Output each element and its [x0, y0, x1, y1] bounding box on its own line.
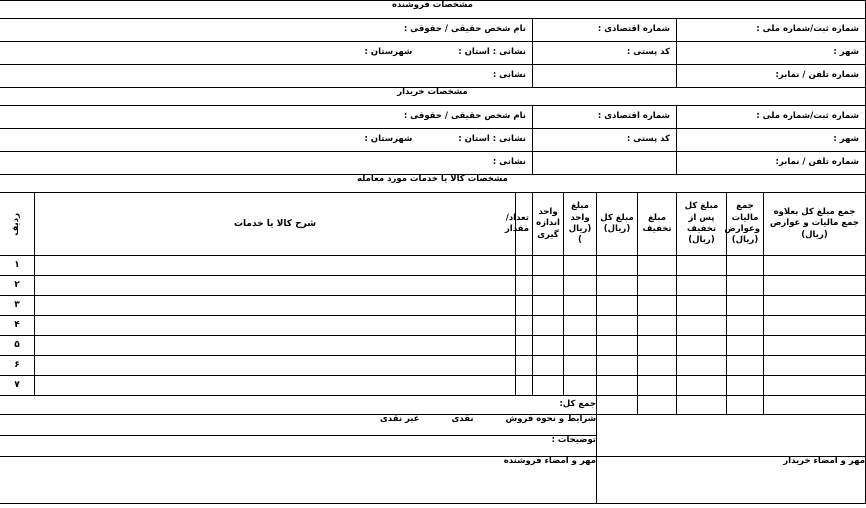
- seller-economic-number-label: شماره اقتصادی :: [597, 24, 670, 35]
- goods-rows-body: [0, 256, 866, 396]
- cell-tax-duty[interactable]: [727, 276, 764, 296]
- seller-row3-blank-cell[interactable]: [533, 65, 677, 88]
- cell-total-price[interactable]: [597, 376, 638, 396]
- table-row: [0, 356, 866, 376]
- seller-name-label: نام شخص حقیقی / حقوقی :: [403, 24, 526, 35]
- cell-tax-duty[interactable]: [727, 376, 764, 396]
- buyer-signature-label: مهر و امضاء خریدار: [783, 456, 865, 466]
- cell-discount[interactable]: [638, 356, 677, 376]
- cell-after-discount[interactable]: [677, 276, 727, 296]
- buyer-phone-fax-cell[interactable]: [677, 152, 866, 175]
- cell-tax-duty[interactable]: [727, 336, 764, 356]
- cell-quantity[interactable]: [516, 356, 533, 376]
- column-header-after-discount: مبلغ کل پس از تخفیف (ریال): [677, 193, 727, 256]
- cell-quantity[interactable]: [516, 336, 533, 356]
- cell-quantity[interactable]: [516, 376, 533, 396]
- cell-tax-duty[interactable]: [727, 256, 764, 276]
- cell-row-no: ۲: [0, 276, 35, 296]
- cell-row-no: ۵: [0, 336, 35, 356]
- column-header-quantity: تعداد/ مقدار: [516, 193, 533, 256]
- cell-description[interactable]: [35, 276, 516, 296]
- cell-quantity[interactable]: [516, 276, 533, 296]
- buyer-city-cell[interactable]: [677, 129, 866, 152]
- cell-grand-total[interactable]: [764, 316, 866, 336]
- goods-table-header-row: [0, 193, 866, 256]
- cell-unit[interactable]: [533, 376, 564, 396]
- cell-discount[interactable]: [638, 336, 677, 356]
- seller-address2-label: نشانی :: [492, 70, 526, 81]
- seller-economic-number-cell[interactable]: [533, 19, 677, 42]
- cell-total-price[interactable]: [597, 256, 638, 276]
- cell-unit[interactable]: [533, 356, 564, 376]
- terms-row: [0, 415, 866, 436]
- seller-registration-number-label: شماره ثبت/شماره ملی :: [756, 24, 859, 35]
- buyer-postal-code-cell[interactable]: [533, 129, 677, 152]
- cell-total-price[interactable]: [597, 356, 638, 376]
- total-grand-total-cell[interactable]: [764, 396, 866, 415]
- cell-after-discount[interactable]: [677, 316, 727, 336]
- buyer-section-title-row: [0, 88, 866, 106]
- cell-total-price[interactable]: [597, 316, 638, 336]
- cell-quantity[interactable]: [516, 256, 533, 276]
- seller-name-cell[interactable]: [0, 19, 533, 42]
- seller-row-1: [0, 19, 866, 42]
- cell-discount[interactable]: [638, 316, 677, 336]
- cell-description[interactable]: [35, 356, 516, 376]
- buyer-name-cell[interactable]: [0, 106, 533, 129]
- seller-postal-code-label: کد پستی :: [626, 47, 670, 58]
- column-header-description: شرح کالا یا خدمات: [35, 193, 516, 256]
- cell-grand-total[interactable]: [764, 276, 866, 296]
- buyer-signature-cell[interactable]: [597, 457, 866, 504]
- cell-grand-total[interactable]: [764, 336, 866, 356]
- seller-row-3: [0, 65, 866, 88]
- cell-after-discount[interactable]: [677, 296, 727, 316]
- cell-unit-price[interactable]: [564, 296, 597, 316]
- cell-total-price[interactable]: [597, 336, 638, 356]
- cell-unit-price[interactable]: [564, 256, 597, 276]
- terms-option-cash[interactable]: نقدی: [451, 414, 474, 424]
- cell-grand-total[interactable]: [764, 256, 866, 276]
- buyer-economic-number-cell[interactable]: [533, 106, 677, 129]
- buyer-row-1: [0, 106, 866, 129]
- table-row: [0, 296, 866, 316]
- cell-total-price[interactable]: [597, 296, 638, 316]
- cell-grand-total[interactable]: [764, 296, 866, 316]
- cell-discount[interactable]: [638, 296, 677, 316]
- cell-unit-price[interactable]: [564, 356, 597, 376]
- buyer-row-3: [0, 152, 866, 175]
- table-row: [0, 316, 866, 336]
- seller-section-title-row: [0, 1, 866, 19]
- cell-unit[interactable]: [533, 296, 564, 316]
- terms-blank-area[interactable]: [597, 415, 866, 457]
- seller-signature-label: مهر و امضاء فروشنده: [503, 456, 596, 466]
- buyer-section-title: مشخصات خریدار: [0, 88, 866, 106]
- column-header-row-no: [0, 193, 35, 256]
- row-no-header-wrap: [3, 198, 31, 250]
- buyer-county-label: شهرستان :: [364, 134, 413, 145]
- cell-unit-price[interactable]: [564, 376, 597, 396]
- seller-section-title: مشخصات فروشنده: [0, 1, 866, 19]
- column-header-tax-duty: جمع مالیات وعوارض (ریال): [727, 193, 764, 256]
- cell-grand-total[interactable]: [764, 356, 866, 376]
- cell-unit[interactable]: [533, 316, 564, 336]
- seller-registration-number-cell[interactable]: [677, 19, 866, 42]
- cell-discount[interactable]: [638, 256, 677, 276]
- cell-description[interactable]: [35, 256, 516, 276]
- column-header-grand-total: جمع مبلغ کل بعلاوه جمع مالیات و عوارض (ریال): [764, 193, 866, 256]
- cell-tax-duty[interactable]: [727, 316, 764, 336]
- signature-row: [0, 457, 866, 504]
- seller-address2-cell[interactable]: [0, 65, 533, 88]
- buyer-address2-cell[interactable]: [0, 152, 533, 175]
- column-header-unit: واحد اندازه گیری: [533, 193, 564, 256]
- column-header-row-no-label: ردیف: [11, 212, 22, 236]
- cell-total-price[interactable]: [597, 276, 638, 296]
- cell-row-no: ۳: [0, 296, 35, 316]
- terms-label: شرایط و نحوه فروش: [505, 414, 596, 424]
- seller-county-label: شهرستان :: [364, 47, 413, 58]
- table-row: [0, 376, 866, 396]
- cell-discount[interactable]: [638, 276, 677, 296]
- column-header-unit-price: مبلغ واحد (ریال ): [564, 193, 597, 256]
- goods-section-title-row: [0, 175, 866, 193]
- total-after-discount-cell[interactable]: [677, 396, 727, 415]
- table-row: [0, 276, 866, 296]
- buyer-row3-blank-cell[interactable]: [533, 152, 677, 175]
- buyer-row-2: [0, 129, 866, 152]
- cell-row-no: ۴: [0, 316, 35, 336]
- cell-row-no: ۶: [0, 356, 35, 376]
- cell-unit[interactable]: [533, 336, 564, 356]
- cell-quantity[interactable]: [516, 316, 533, 336]
- cell-unit-price[interactable]: [564, 276, 597, 296]
- total-total-price-cell[interactable]: [597, 396, 638, 415]
- buyer-economic-number-label: شماره اقتصادی :: [597, 111, 670, 122]
- buyer-address-province-label: نشانی : استان :: [458, 134, 526, 145]
- cell-tax-duty[interactable]: [727, 356, 764, 376]
- goods-total-row: [0, 396, 866, 415]
- seller-phone-fax-label: شماره تلفن / نمابر:: [775, 70, 859, 81]
- buyer-postal-code-label: کد پستی :: [626, 134, 670, 145]
- cell-unit[interactable]: [533, 276, 564, 296]
- seller-address-province-cell[interactable]: [0, 42, 533, 65]
- buyer-phone-fax-label: شماره تلفن / نمابر:: [775, 157, 859, 168]
- buyer-name-label: نام شخص حقیقی / حقوقی :: [403, 111, 526, 122]
- total-row-label: جمع کل:: [0, 396, 597, 415]
- cell-description[interactable]: [35, 336, 516, 356]
- seller-signature-cell[interactable]: [0, 457, 597, 504]
- buyer-address2-label: نشانی :: [492, 157, 526, 168]
- cell-after-discount[interactable]: [677, 256, 727, 276]
- column-header-total-price: مبلغ کل (ریال): [597, 193, 638, 256]
- buyer-address-province-cell[interactable]: [0, 129, 533, 152]
- column-header-discount: مبلغ تخفیف: [638, 193, 677, 256]
- goods-section-title: مشخصات کالا یا خدمات مورد معامله: [0, 175, 866, 193]
- cell-description[interactable]: [35, 316, 516, 336]
- cell-unit[interactable]: [533, 256, 564, 276]
- cell-after-discount[interactable]: [677, 376, 727, 396]
- cell-tax-duty[interactable]: [727, 296, 764, 316]
- seller-city-cell[interactable]: [677, 42, 866, 65]
- notes-cell[interactable]: [0, 436, 597, 457]
- cell-description[interactable]: [35, 296, 516, 316]
- seller-address-province-label: نشانی : استان :: [458, 47, 526, 58]
- terms-option-noncash[interactable]: غیر نقدی: [380, 414, 420, 424]
- table-row: [0, 256, 866, 276]
- seller-phone-fax-cell[interactable]: [677, 65, 866, 88]
- cell-quantity[interactable]: [516, 296, 533, 316]
- table-row: [0, 336, 866, 356]
- buyer-registration-number-cell[interactable]: [677, 106, 866, 129]
- notes-label: توضیحات :: [551, 435, 596, 445]
- total-tax-duty-cell[interactable]: [727, 396, 764, 415]
- cell-unit-price[interactable]: [564, 336, 597, 356]
- seller-postal-code-cell[interactable]: [533, 42, 677, 65]
- cell-row-no: ۱: [0, 256, 35, 276]
- seller-row-2: [0, 42, 866, 65]
- cell-unit-price[interactable]: [564, 316, 597, 336]
- total-discount-cell[interactable]: [638, 396, 677, 415]
- terms-cell[interactable]: [0, 415, 597, 436]
- cell-after-discount[interactable]: [677, 336, 727, 356]
- cell-row-no: ۷: [0, 376, 35, 396]
- cell-grand-total[interactable]: [764, 376, 866, 396]
- cell-discount[interactable]: [638, 376, 677, 396]
- buyer-registration-number-label: شماره ثبت/شماره ملی :: [756, 111, 859, 122]
- buyer-city-label: شهر :: [833, 134, 859, 145]
- seller-city-label: شهر :: [833, 47, 859, 58]
- cell-after-discount[interactable]: [677, 356, 727, 376]
- cell-description[interactable]: [35, 376, 516, 396]
